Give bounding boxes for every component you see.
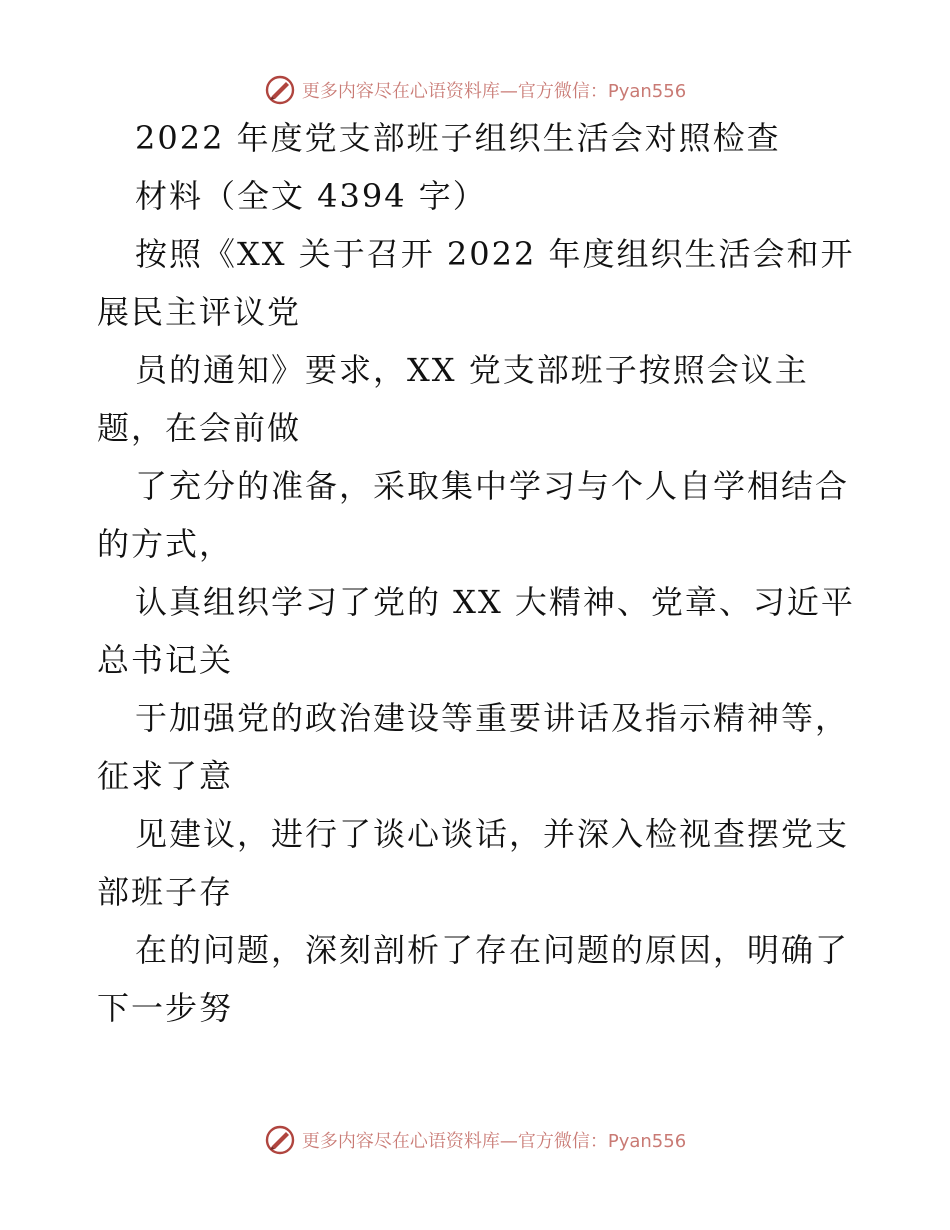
text-line: 题，在会前做 bbox=[97, 409, 302, 447]
text-line: 总书记关 bbox=[97, 641, 234, 679]
text-line: 部班子存 bbox=[97, 873, 234, 911]
text-line: 展民主评议党 bbox=[97, 293, 302, 331]
footer-watermark-text: 更多内容尽在心语资料库—官方微信：Pyan556 bbox=[301, 1131, 687, 1152]
text-line: 材料（全文 4394 字） bbox=[135, 177, 487, 215]
text-line: 的方式， bbox=[97, 525, 234, 563]
brand-logo-icon bbox=[264, 74, 296, 106]
text-line: 于加强党的政治建设等重要讲话及指示精神等， bbox=[135, 699, 850, 737]
footer-watermark-banner bbox=[0, 1124, 950, 1156]
text-line: 员的通知》要求，XX 党支部班子按照会议主 bbox=[135, 351, 809, 389]
brand-logo-icon bbox=[264, 1124, 296, 1156]
text-line: 在的问题，深刻剖析了存在问题的原因，明确了 bbox=[135, 931, 850, 969]
text-line: 下一步努 bbox=[97, 989, 234, 1027]
text-line: 认真组织学习了党的 XX 大精神、党章、习近平 bbox=[135, 583, 855, 621]
text-line: 了充分的准备，采取集中学习与个人自学相结合 bbox=[135, 467, 850, 505]
text-line: 见建议，进行了谈心谈话，并深入检视查摆党支 bbox=[135, 815, 850, 853]
text-line: 2022 年度党支部班子组织生活会对照检查 bbox=[135, 119, 781, 157]
text-line: 按照《XX 关于召开 2022 年度组织生活会和开 bbox=[135, 235, 855, 273]
text-line: 征求了意 bbox=[97, 757, 234, 795]
header-watermark-banner bbox=[0, 74, 950, 106]
header-watermark-text: 更多内容尽在心语资料库—官方微信：Pyan556 bbox=[301, 81, 687, 102]
document-body bbox=[97, 119, 867, 1050]
